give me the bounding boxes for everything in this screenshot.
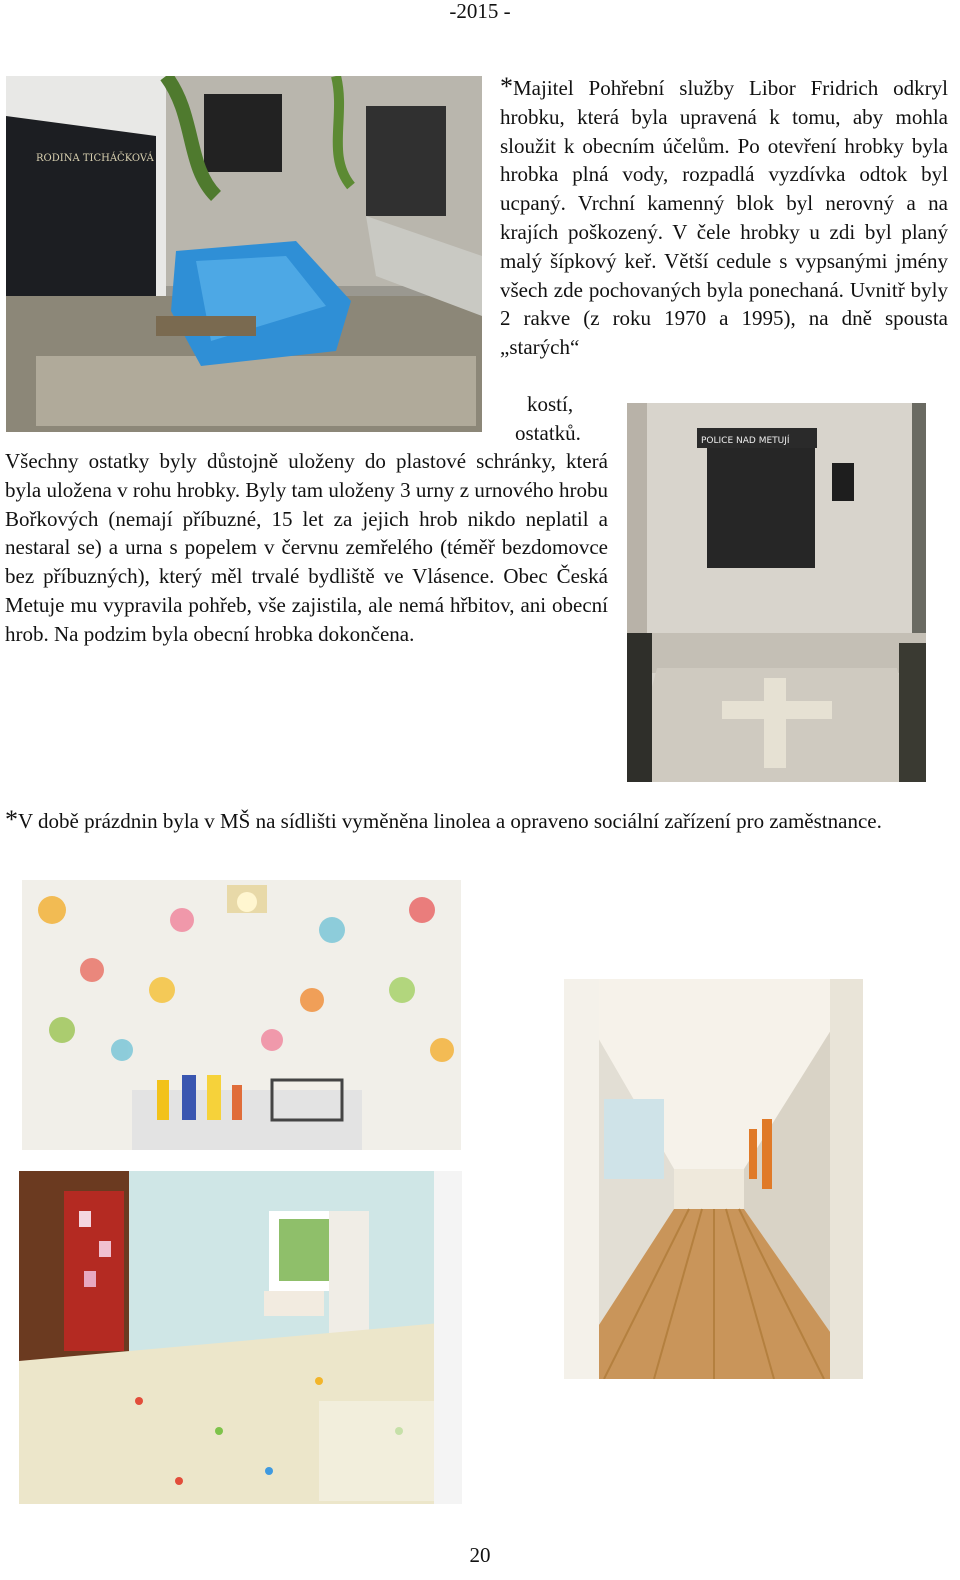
plaque-text-1: RODINA TICHÁČKOVÁ	[36, 153, 154, 164]
photo-corridor-floor	[564, 979, 863, 1379]
grave-cross-illustration	[627, 403, 926, 782]
room-illustration	[19, 1171, 462, 1504]
corridor-illustration	[564, 979, 863, 1379]
grave-tarp-illustration	[6, 76, 482, 432]
plaque-text-2: POLICE NAD METUJÍ	[701, 436, 790, 446]
line-ostatku: ostatků.	[515, 421, 581, 445]
line-kosti: kostí,	[527, 392, 574, 416]
grave-paragraph-right-text: Majitel Pohřební služby Libor Fridrich odkryl hrobku, která byla upravená k tomu, aby mohla sloužit k obecním účelům. Po otevření hrobky byla hrobka plná vody, rozpadlá vyzdívka odtok byl ucpaný. Vrchní kamenný blok byl nerovný a na krajích poškozený. V čele hrobky u zdi byl planý malý šípkový keř. Větší cedule s vypsanými jmény všech zde pochovaných byla ponechaná. Uvnitř byly 2 rakve (z roku 1970 a 1995), na dně spousta „starých“	[500, 76, 948, 360]
photo-grave-cross	[627, 403, 926, 782]
ms-paragraph-text: V době prázdnin byla v MŠ na sídlišti vyměněna linolea a opraveno sociální zařízení pro zaměstnance.	[18, 809, 882, 833]
bullet-star-ms: *	[5, 805, 18, 834]
page-number: 20	[469, 1543, 491, 1567]
ms-paragraph	[5, 805, 945, 836]
photo-room-linoleum	[19, 1171, 462, 1504]
bathroom-illustration	[22, 880, 461, 1150]
bullet-star: *	[500, 72, 513, 101]
photo-grave-tarp	[6, 76, 482, 432]
page-header-year: -2015 -	[449, 0, 511, 23]
grave-paragraph-right	[500, 73, 948, 362]
grave-paragraph-left: Všechny ostatky byly důstojně uloženy do plastové schránky, která byla uložena v rohu hrobky. Byly tam uloženy 3 urny z urnového hrobu Bořkových (nemají příbuzné, 15 let za jejich hrob nikdo neplatil a nestaral se) a urna s popelem v červnu zemřelého (téměř bezdomovce bez příbuzných), který měl trvalé bydliště ve Vlásence. Obec Česká Metuje mu vypravila pohřeb, vše zajistila, ale nemá hřbitov, ani obecní hrob. Na podzim byla obecní hrobka dokončena.	[5, 449, 608, 646]
photo-bathroom-tiles	[22, 880, 461, 1150]
